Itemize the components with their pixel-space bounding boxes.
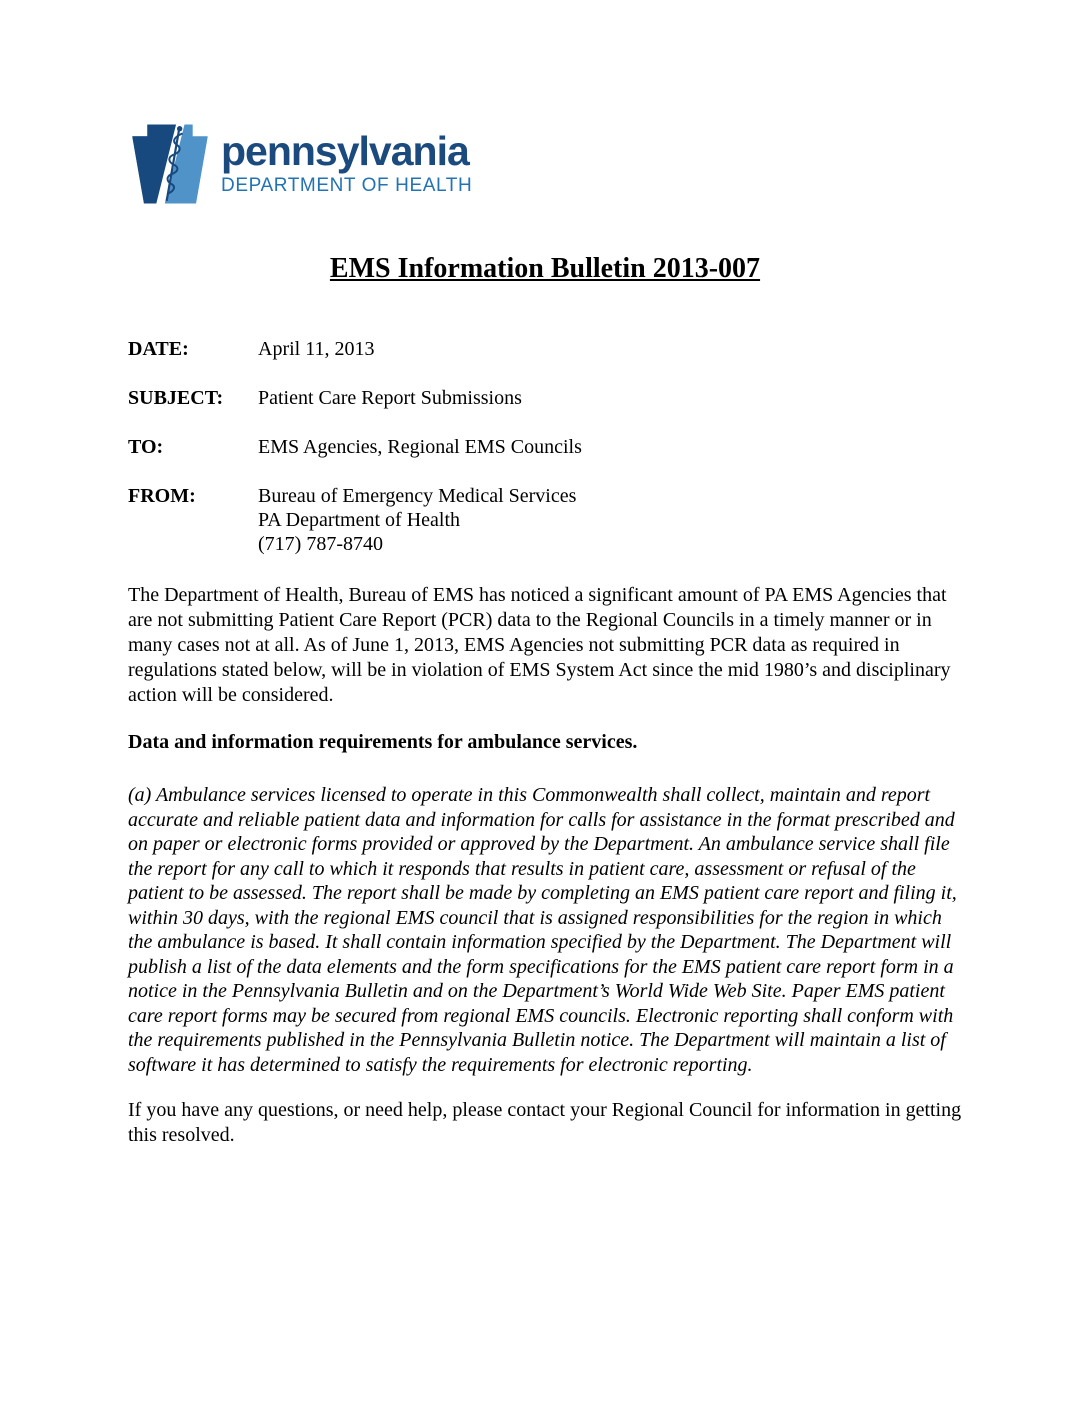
date-label: DATE:	[128, 338, 189, 360]
subject-label: SUBJECT:	[128, 387, 224, 409]
department-name: DEPARTMENT OF HEALTH	[221, 175, 473, 196]
from-label: FROM:	[128, 485, 196, 507]
from-line-phone: (717) 787-8740	[258, 533, 383, 555]
from-value	[258, 484, 962, 556]
to-value: EMS Agencies, Regional EMS Councils	[258, 436, 582, 458]
date-value: April 11, 2013	[258, 338, 375, 360]
from-line-department: PA Department of Health	[258, 509, 461, 531]
logo-wordmark	[221, 122, 472, 197]
closing-paragraph: If you have any questions, or need help, please contact your Regional Council for information in getting this resolved.	[128, 1099, 962, 1146]
from-line-bureau: Bureau of Emergency Medical Services	[258, 485, 577, 507]
bulletin-title: EMS Information Bulletin 2013-007	[329, 253, 761, 284]
regulation-paragraph: (a) Ambulance services licensed to operate in this Commonwealth shall collect, maintain and report accurate and reliable patient data and information for calls for assistance in the format prescribed and on paper or electronic forms provided or approved by the Department. An ambulance service shall file the report for any call to which it responds that results in patient care, assessment or refusal of the patient to be assessed. The report shall be made by completing an EMS patient care report and filing it, within 30 days, with the regional EMS council that is assigned responsibilities for the region in which the ambulance is based. It shall contain information specified by the Department. The Department will publish a list of the data elements and the form specifications for the EMS patient care report form in a notice in the Pennsylvania Bulletin and on the Department’s World Wide Web Site. Paper EMS patient care report forms may be secured from regional EMS councils. Electronic reporting shall conform with the requirements published in the Pennsylvania Bulletin notice. The Department will maintain a list of software it has determined to satisfy the requirements for electronic reporting.	[128, 784, 957, 1076]
pa-doh-logo	[128, 122, 962, 206]
meta-row-to	[128, 435, 962, 459]
meta-row-subject	[128, 386, 962, 410]
intro-paragraph: The Department of Health, Bureau of EMS has noticed a significant amount of PA EMS Agencies that are not submitting Patient Care Report (PCR) data to the Regional Councils in a timely manner or in many cases not at all. As of June 1, 2013, EMS Agencies not submitting PCR data as required in regulations stated below, will be in violation of EMS System Act since the mid 1980’s and disciplinary action will be considered.	[128, 584, 951, 706]
keystone-caduceus-icon	[128, 122, 212, 206]
subject-value: Patient Care Report Submissions	[258, 387, 522, 409]
meta-row-from	[128, 484, 962, 556]
to-label: TO:	[128, 436, 164, 458]
requirements-heading: Data and information requirements for ambulance services.	[128, 731, 638, 753]
meta-row-date	[128, 337, 962, 361]
brand-wordmark: pennsylvania	[221, 128, 469, 174]
meta-block	[128, 337, 962, 556]
